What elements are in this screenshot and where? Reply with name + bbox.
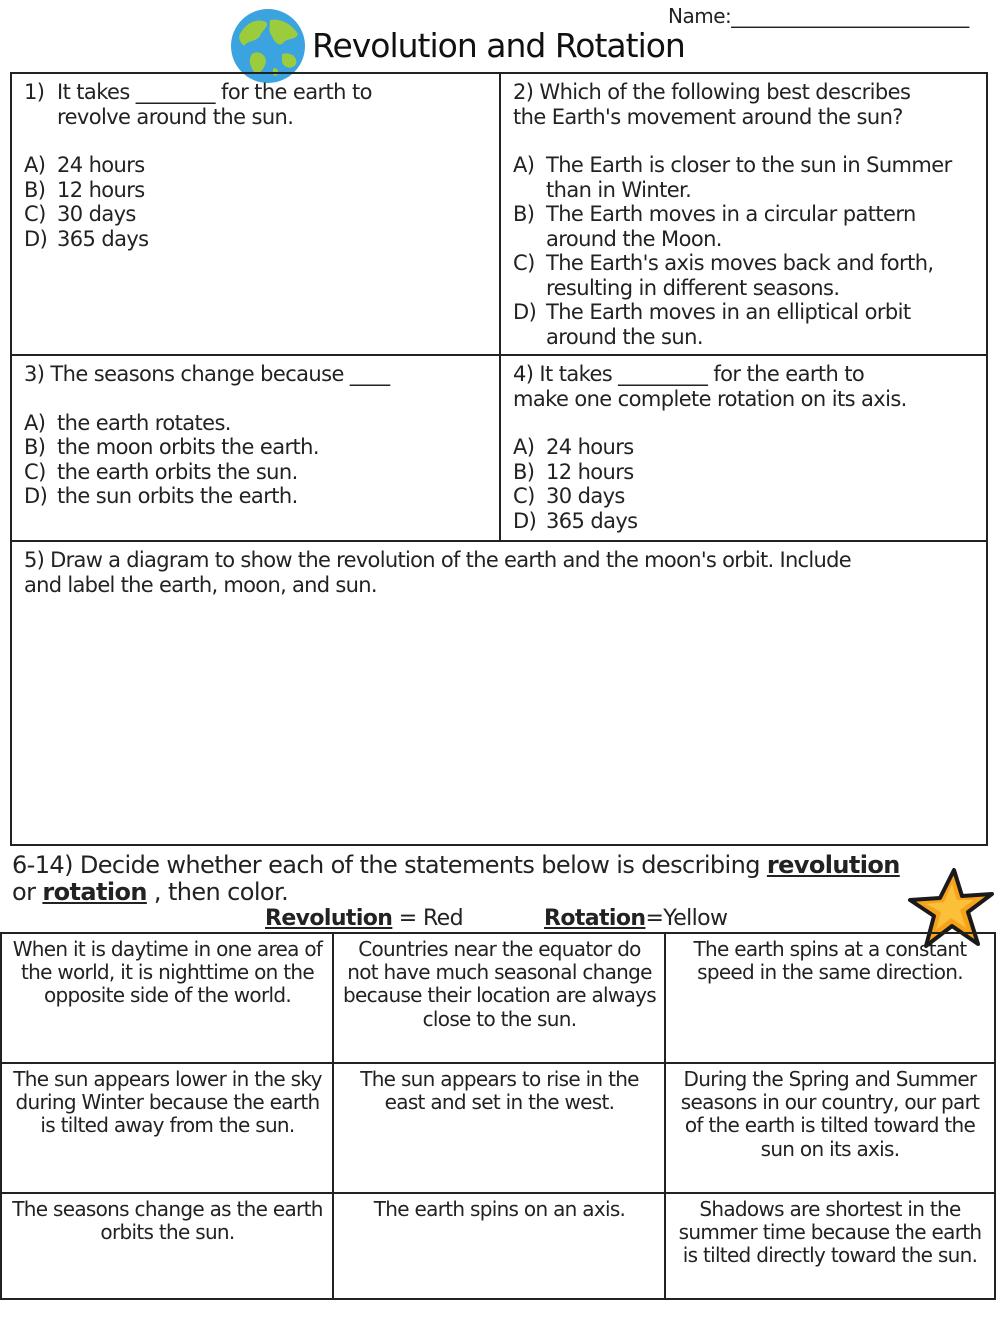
keyword-rotation: rotation	[42, 878, 147, 906]
question-4	[501, 356, 986, 540]
question-3	[12, 356, 500, 540]
statement-card[interactable]: When it is daytime in one area of the world, it is nighttime on the opposite side of the world.	[12, 937, 323, 1008]
legend-rotation: Rotation=Yellow	[544, 906, 728, 931]
question-stem: 5) Draw a diagram to show the revolution of the earth and the moon's orbit. Include	[24, 548, 851, 572]
question-stem: and label the earth, moon, and sun.	[24, 572, 377, 597]
answer-option: A) The Earth is closer to the sun in Summer than in Winter.	[513, 153, 952, 202]
statement-card[interactable]: The sun appears to rise in the east and set in the west.	[360, 1067, 639, 1115]
question-stem: make one complete rotation on its axis.	[513, 386, 907, 411]
question-2	[501, 74, 986, 354]
keyword-revolution: revolution	[766, 851, 900, 879]
statement-card[interactable]: During the Spring and Summer seasons in our country, our part of the earth is tilted toward the sun on its axis.	[680, 1067, 980, 1161]
answer-option: D) The Earth moves in an elliptical orbit around the sun.	[513, 300, 911, 349]
question-stem: 2) Which of the following best describes	[513, 80, 911, 104]
answer-option: B) 12 hours	[24, 177, 145, 202]
question-stem: It takes ________ for the earth to	[57, 80, 372, 104]
question-stem: the Earth's movement around the sun?	[513, 104, 903, 129]
answer-option: B) the moon orbits the earth.	[24, 435, 319, 459]
answer-option: A) 24 hours	[24, 153, 145, 177]
answer-option: C) 30 days	[24, 202, 136, 226]
name-field-label: Name:_________________________	[668, 4, 969, 28]
questions-grid	[10, 72, 988, 846]
answer-option: D) the sun orbits the earth.	[24, 484, 298, 508]
statement-card[interactable]: The earth spins at a constant speed in the same direction.	[693, 937, 967, 985]
sorting-instructions: 6-14) Decide whether each of the statements below is describing revolution or rotation , then color.	[12, 851, 900, 906]
question-stem: revolve around the sun.	[57, 104, 294, 129]
legend-revolution: Revolution = Red	[265, 906, 463, 931]
sorting-grid	[0, 932, 996, 1300]
page-title: Revolution and Rotation	[312, 26, 685, 65]
question-number: 1)	[24, 80, 45, 104]
answer-option: A) 24 hours	[513, 435, 634, 459]
question-1	[12, 74, 500, 354]
answer-option: D) 365 days	[24, 226, 149, 251]
answer-option: D) 365 days	[513, 508, 638, 533]
answer-option: B) The Earth moves in a circular pattern around the Moon.	[513, 202, 916, 251]
question-5-drawing-area[interactable]	[12, 542, 986, 844]
answer-option: C) The Earth's axis moves back and forth, resulting in different seasons.	[513, 251, 934, 300]
question-stem: 4) It takes _________ for the earth to	[513, 362, 865, 386]
statement-card[interactable]: Countries near the equator do not have much seasonal change because their location are always close to the sun.	[343, 937, 656, 1031]
statement-card[interactable]: The sun appears lower in the sky during Winter because the earth is tilted away from the sun.	[13, 1067, 322, 1138]
statement-card[interactable]: Shadows are shortest in the summer time because the earth is tilted directly toward the sun.	[678, 1197, 982, 1268]
statement-card[interactable]: The seasons change as the earth orbits the sun.	[12, 1197, 323, 1245]
statement-card[interactable]: The earth spins on an axis.	[373, 1197, 626, 1221]
answer-option: C) 30 days	[513, 484, 625, 508]
question-stem: 3) The seasons change because ____	[24, 362, 390, 386]
answer-option: C) the earth orbits the sun.	[24, 459, 298, 484]
answer-option: A) the earth rotates.	[24, 410, 231, 435]
answer-option: B) 12 hours	[513, 459, 634, 484]
